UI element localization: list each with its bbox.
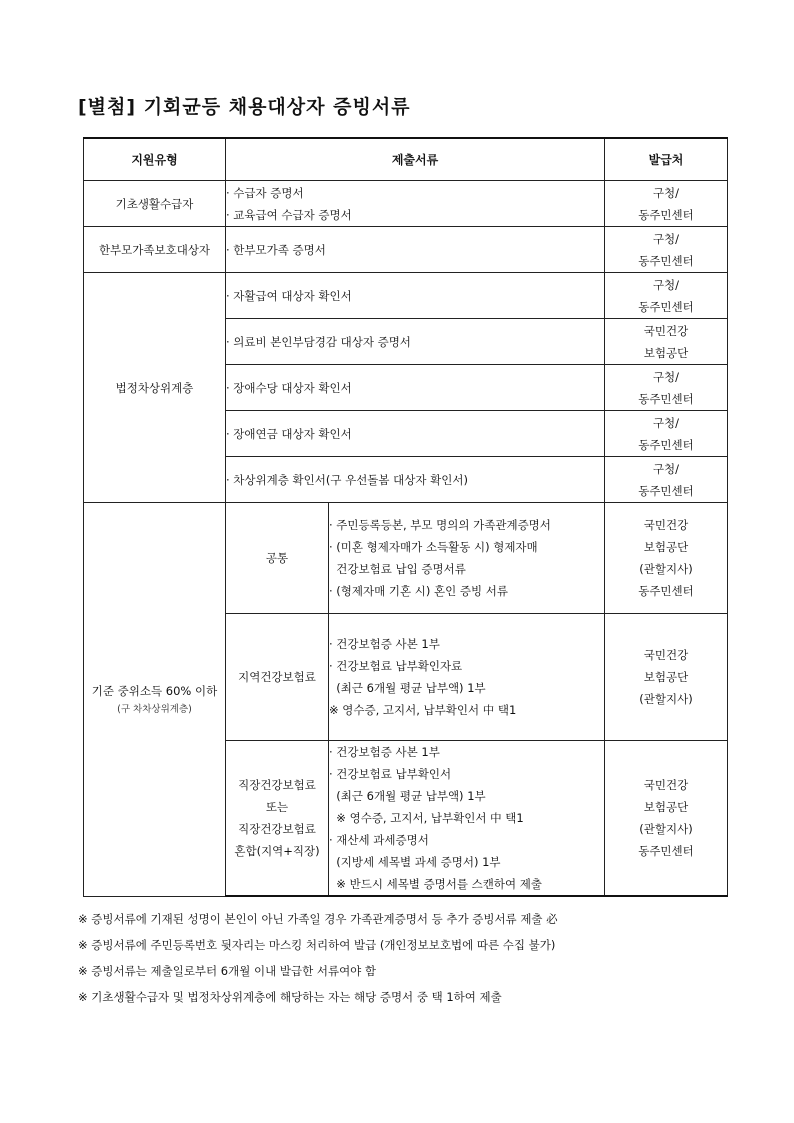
sub-regional: 지역건강보험료 — [226, 614, 329, 741]
issuer-near-poverty-3: 구청/ 동주민센터 — [605, 365, 728, 411]
table-row — [84, 503, 728, 614]
docs-near-poverty-3: · 장애수당 대상자 확인서 — [226, 365, 605, 411]
issuer-near-poverty-2: 국민건강 보험공단 — [605, 319, 728, 365]
issuer-workplace: 국민건강 보험공단 (관할지사) 동주민센터 — [605, 741, 728, 897]
type-near-poverty: 법정차상위계층 — [84, 273, 226, 503]
note-3: ※ 증빙서류는 제출일로부터 6개월 이내 발급한 서류여야 함 — [78, 964, 377, 978]
issuer-single-parent: 구청/ 동주민센터 — [605, 227, 728, 273]
issuer-basic-recipient: 구청/ 동주민센터 — [605, 181, 728, 227]
header-type: 지원유형 — [84, 138, 226, 181]
table-header-row — [84, 138, 728, 181]
table-row — [84, 181, 728, 227]
issuer-near-poverty-1: 구청/ 동주민센터 — [605, 273, 728, 319]
header-docs: 제출서류 — [226, 138, 605, 181]
docs-near-poverty-1: · 자활급여 대상자 확인서 — [226, 273, 605, 319]
note-4: ※ 기초생활수급자 및 법정차상위계층에 해당하는 자는 해당 증명서 중 택 1하여 제출 — [78, 990, 502, 1004]
docs-regional: · 건강보험증 사본 1부 · 건강보험료 납부확인자료 (최근 6개월 평균 납부액) 1부 ※ 영수증, 고지서, 납부확인서 中 택1 — [329, 614, 605, 741]
docs-workplace: · 건강보험증 사본 1부 · 건강보험료 납부확인서 (최근 6개월 평균 납부액) 1부 ※ 영수증, 고지서, 납부확인서 中 택1 · 재산세 과세증명서 (지방세 세목별 과세 증명서) 1부 ※ 반드시 세목별 증명서를 스캔하여 제출 — [329, 741, 605, 897]
header-issuer: 발급처 — [605, 138, 728, 181]
docs-near-poverty-2: · 의료비 본인부담경감 대상자 증명서 — [226, 319, 605, 365]
note-2: ※ 증빙서류에 주민등록번호 뒷자리는 마스킹 처리하여 발급 (개인정보보호법에 따른 수집 불가) — [78, 938, 556, 952]
issuer-near-poverty-4: 구청/ 동주민센터 — [605, 411, 728, 457]
docs-common: · 주민등록등본, 부모 명의의 가족관계증명서 · (미혼 형제자매가 소득활동 시) 형제자매 건강보험료 납입 증명서류 · (형제자매 기혼 시) 혼인 증빙 서류 — [329, 503, 605, 614]
docs-single-parent: · 한부모가족 증명서 — [226, 227, 605, 273]
docs-basic-recipient: · 수급자 증명서 · 교육급여 수급자 증명서 — [226, 181, 605, 227]
documents-table — [83, 137, 728, 897]
docs-near-poverty-5: · 차상위계층 확인서(구 우선돌봄 대상자 확인서) — [226, 457, 605, 503]
sub-common: 공통 — [226, 503, 329, 614]
table-row — [84, 273, 728, 319]
issuer-near-poverty-5: 구청/ 동주민센터 — [605, 457, 728, 503]
note-1: ※ 증빙서류에 기재된 성명이 본인이 아닌 가족일 경우 가족관계증명서 등 추가 증빙서류 제출 必 — [78, 912, 558, 926]
type-median-income: 기준 중위소득 60% 이하 (구 차차상위계층) — [84, 503, 226, 897]
notes-list — [78, 906, 738, 1010]
type-single-parent: 한부모가족보호대상자 — [84, 227, 226, 273]
type-basic-recipient: 기초생활수급자 — [84, 181, 226, 227]
docs-near-poverty-4: · 장애연금 대상자 확인서 — [226, 411, 605, 457]
issuer-regional: 국민건강 보험공단 (관할지사) — [605, 614, 728, 741]
table-row — [84, 227, 728, 273]
sub-workplace: 직장건강보험료 또는 직장건강보험료 혼합(지역+직장) — [226, 741, 329, 897]
page-title: [별첨] 기회균등 채용대상자 증빙서류 — [78, 96, 411, 118]
issuer-common: 국민건강 보험공단 (관할지사) 동주민센터 — [605, 503, 728, 614]
